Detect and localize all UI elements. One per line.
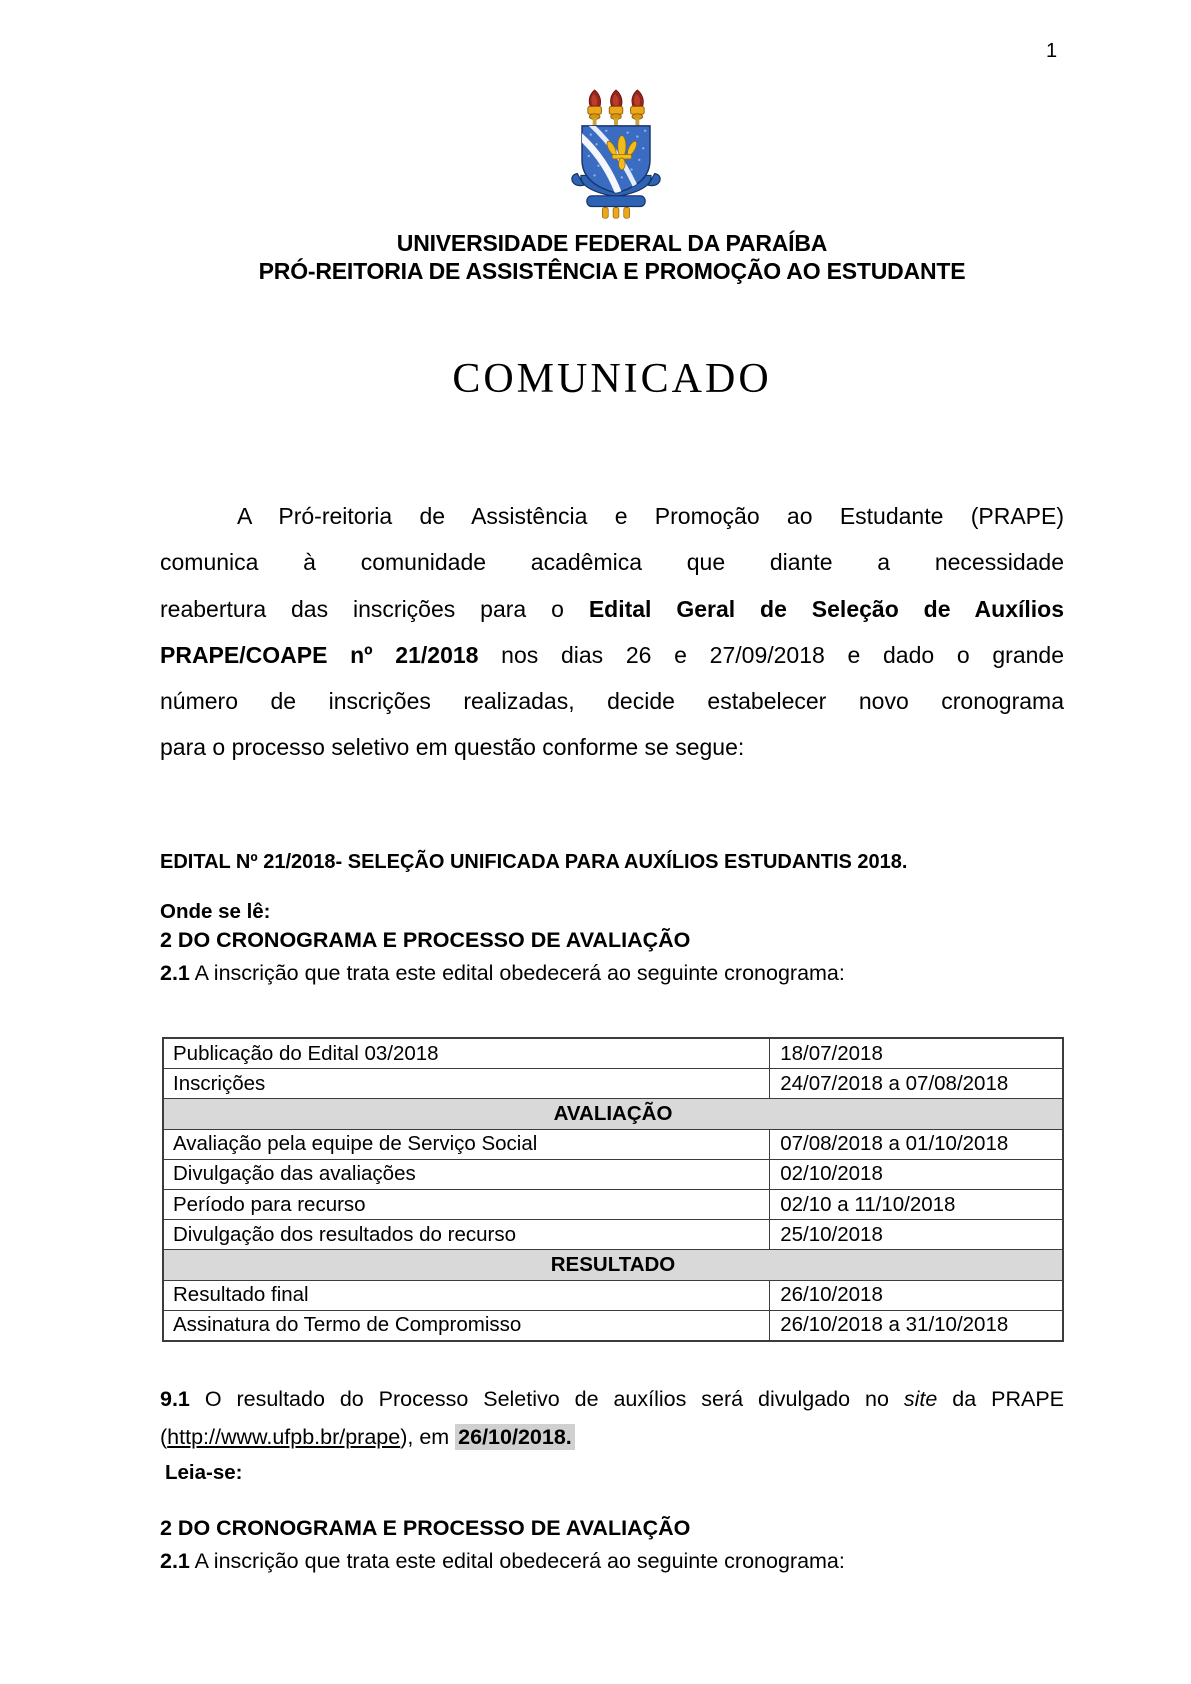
table-row (164, 1129, 1062, 1159)
table-row (164, 1280, 1062, 1310)
table-row (164, 1310, 1062, 1340)
intro-line (160, 632, 1064, 678)
cronograma-item-2 (160, 1548, 1064, 1575)
clause-text: ( (160, 1424, 168, 1449)
institution-header (143, 229, 1081, 285)
intro-line: número de inscrições realizadas, decide estabelecer novo cronograma (160, 688, 1064, 715)
ufpb-coat-of-arms-icon (566, 88, 666, 224)
intro-line (160, 586, 1064, 632)
table-cell-label: Publicação do Edital 03/2018 (173, 1041, 439, 1065)
site-word-italic: site (903, 1387, 938, 1411)
result-clause-line2 (160, 1419, 1064, 1457)
table-section-row (164, 1098, 1062, 1128)
clause-text: O resultado do Processo Seletivo de auxílios será divulgado no (189, 1387, 904, 1411)
prape-site-link[interactable]: http://www.ufpb.br/prape (167, 1424, 401, 1449)
table-cell-label: Divulgação das avaliações (173, 1162, 416, 1186)
table-section-title: RESULTADO (550, 1252, 676, 1276)
page-number: 1 (1046, 40, 1058, 62)
intro-text: reabertura das inscrições para o (160, 595, 589, 622)
result-clause-line1 (160, 1381, 1064, 1419)
table-row (164, 1189, 1062, 1219)
table-row (164, 1039, 1062, 1068)
result-clause (160, 1381, 1064, 1456)
ufpb-logo (566, 88, 666, 229)
document-title: COMUNICADO (452, 356, 772, 402)
university-name: UNIVERSIDADE FEDERAL DA PARAÍBA (396, 230, 828, 256)
item-text: A inscrição que trata este edital obedecerá ao seguinte cronograma: (189, 961, 845, 985)
table-cell-label: Período para recurso (173, 1192, 366, 1216)
table-row (164, 1159, 1062, 1189)
table-cell-value: 02/10/2018 (769, 1160, 1062, 1189)
table-cell-label: Assinatura do Termo de Compromisso (173, 1313, 522, 1337)
table-cell-value: 26/10/2018 a 31/10/2018 (769, 1311, 1062, 1340)
leia-se-label: Leia-se: (165, 1461, 243, 1484)
table-cell-value: 02/10 a 11/10/2018 (769, 1190, 1062, 1219)
item-number: 9.1 (160, 1387, 190, 1411)
intro-line: para o processo seletivo em questão conforme se segue: (160, 734, 745, 761)
table-cell-label: Avaliação pela equipe de Serviço Social (173, 1132, 538, 1156)
table-cell-value: 26/10/2018 (769, 1281, 1062, 1310)
table-cell-value: 18/07/2018 (769, 1039, 1062, 1068)
table-section-row (164, 1249, 1062, 1279)
table-cell-label: Inscrições (173, 1071, 266, 1095)
onde-se-le-label: Onde se lê: (160, 900, 271, 923)
table-row (164, 1068, 1062, 1098)
result-date-highlight: 26/10/2018. (455, 1424, 575, 1450)
schedule-table (162, 1037, 1064, 1342)
edital-name-bold: Edital Geral de Seleção de Auxílios (588, 595, 1065, 622)
cronograma-heading-2: 2 DO CRONOGRAMA E PROCESSO DE AVALIAÇÃO (160, 1516, 691, 1540)
department-name: PRÓ-REITORIA DE ASSISTÊNCIA E PROMOÇÃO AO ESTUDANTE (258, 258, 966, 284)
table-cell-label: Divulgação dos resultados do recurso (173, 1222, 516, 1246)
cronograma-item-1 (160, 960, 1064, 987)
edital-number-bold: PRAPE/COAPE nº 21/2018 (160, 641, 479, 668)
table-cell-value: 07/08/2018 a 01/10/2018 (769, 1130, 1062, 1159)
intro-text: nos dias 26 e 27/09/2018 e dado o grande (478, 641, 1065, 668)
torch-icons (588, 90, 644, 127)
table-section-title: AVALIAÇÃO (553, 1101, 673, 1125)
cronograma-heading-1: 2 DO CRONOGRAMA E PROCESSO DE AVALIAÇÃO (160, 928, 691, 952)
intro-paragraph (160, 493, 1064, 771)
item-number: 2.1 (160, 961, 190, 985)
clause-text: ), em (400, 1424, 456, 1449)
edital-heading: EDITAL Nº 21/2018- SELEÇÃO UNIFICADA PARA AUXÍLIOS ESTUDANTIS 2018. (160, 851, 908, 873)
item-text: A inscrição que trata este edital obedecerá ao seguinte cronograma: (189, 1549, 845, 1573)
item-number: 2.1 (160, 1549, 190, 1573)
table-cell-label: Resultado final (173, 1283, 309, 1307)
clause-text: da PRAPE (937, 1387, 1064, 1411)
intro-line: comunica à comunidade acadêmica que diante a necessidade (160, 549, 1064, 576)
intro-line: A Pró-reitoria de Assistência e Promoção ao Estudante (PRAPE) (237, 503, 1064, 529)
table-row (164, 1219, 1062, 1249)
table-cell-value: 25/10/2018 (769, 1220, 1062, 1249)
table-cell-value: 24/07/2018 a 07/08/2018 (769, 1069, 1062, 1098)
